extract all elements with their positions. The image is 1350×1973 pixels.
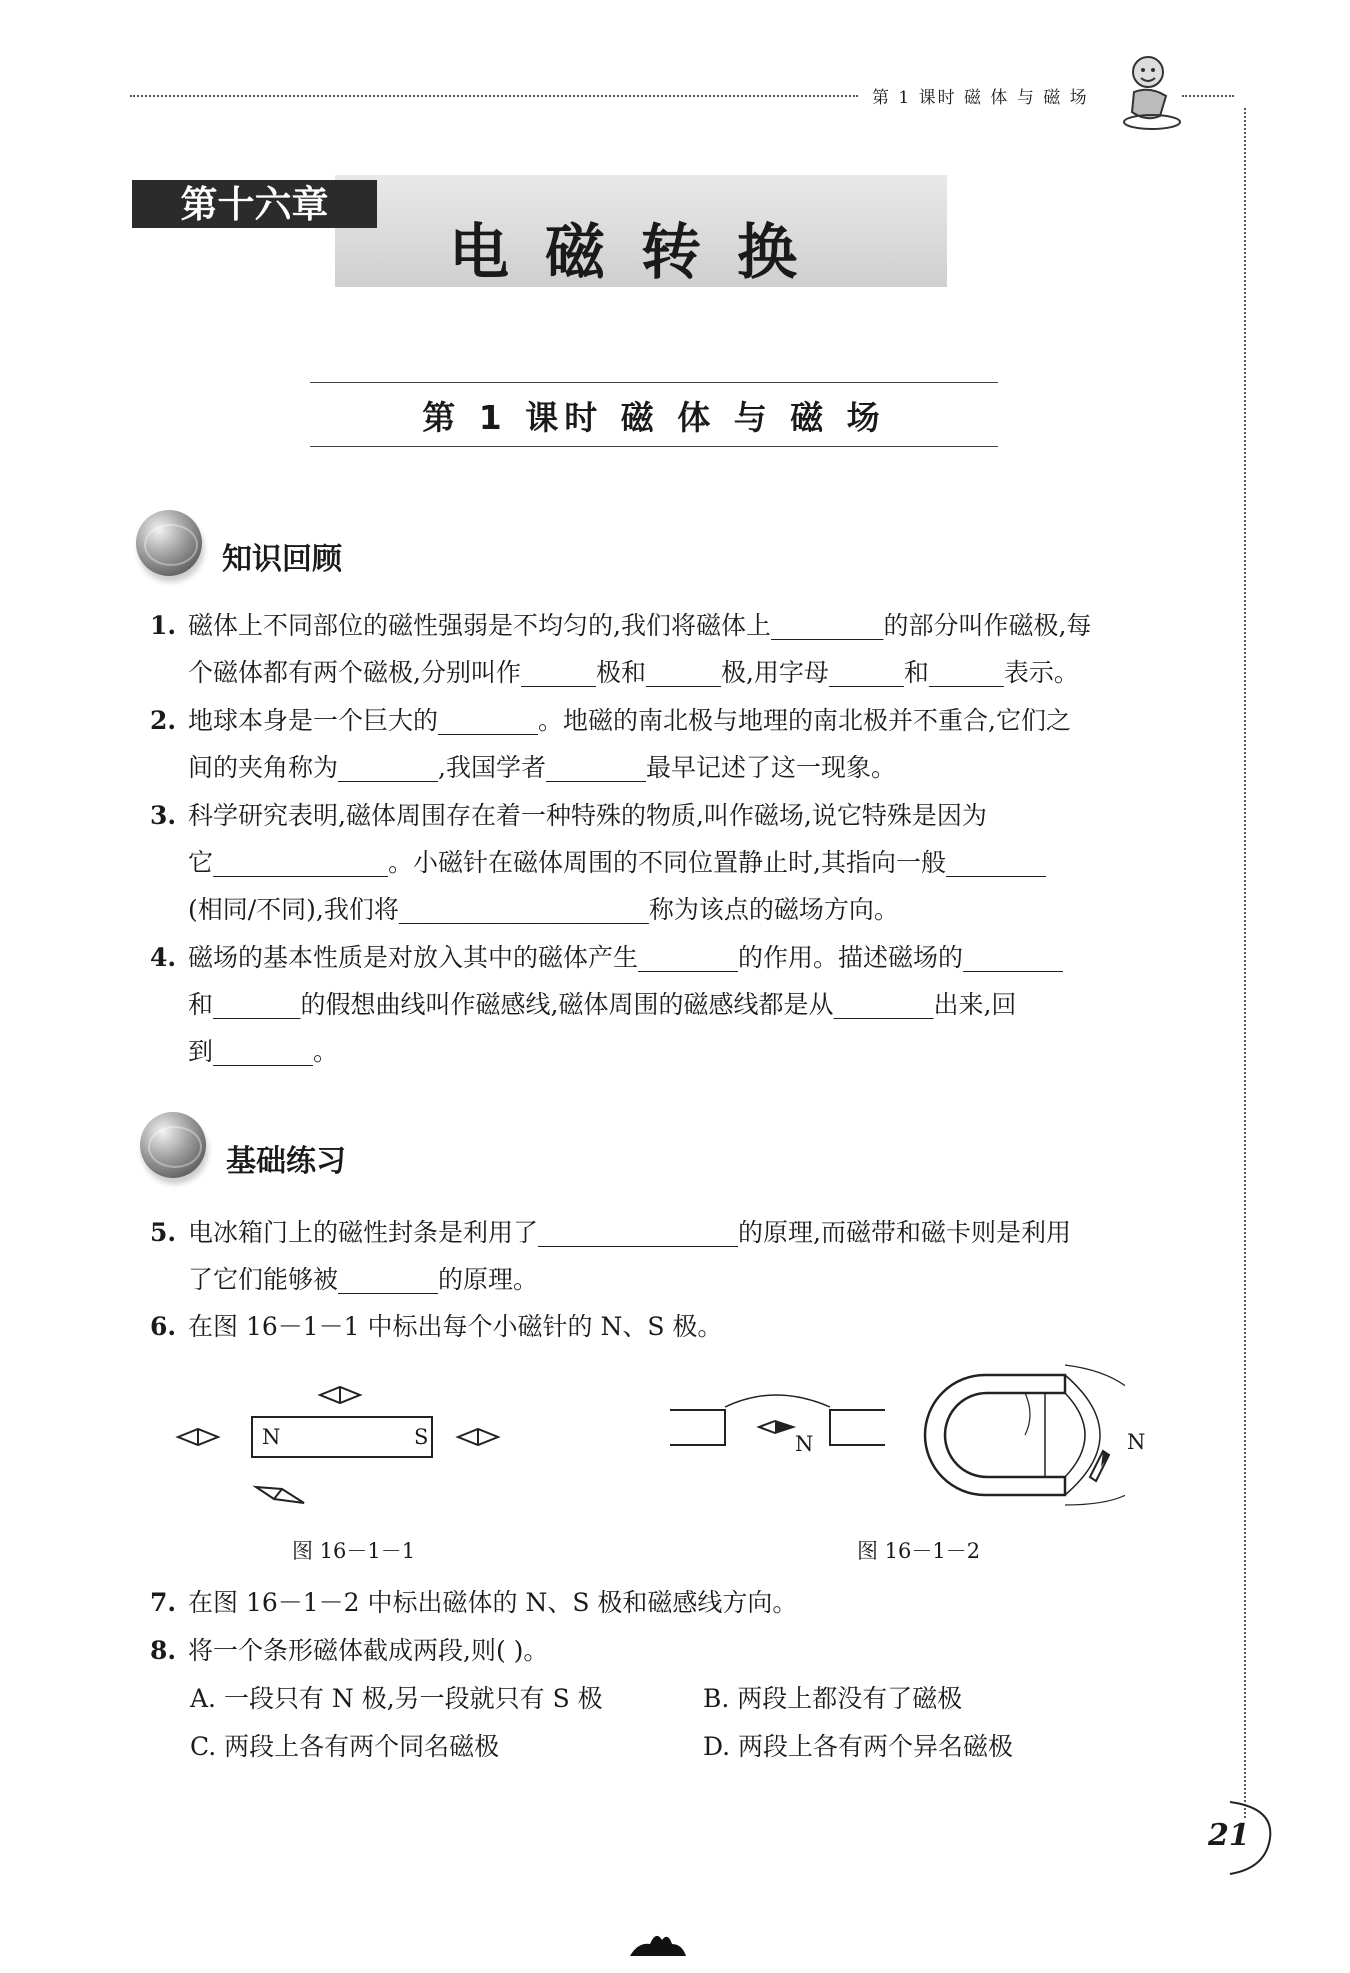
mascot-icon <box>1120 52 1182 136</box>
question-5-line-2: 了它们能够被________的原理。 <box>188 1265 539 1294</box>
question-3-line-2: 它______________。小磁针在磁体周围的不同位置静止时,其指向一般________ <box>188 848 1046 877</box>
globe-icon <box>136 510 202 576</box>
question-3-line-1: 科学研究表明,磁体周围存在着一种特殊的物质,叫作磁场,说它特殊是因为 <box>188 801 987 830</box>
compass-needle <box>256 1487 304 1503</box>
question-3-line-3: (相同/不同),我们将____________________称为该点的磁场方向。 <box>188 895 899 924</box>
chapter-title: 电磁转换 <box>449 218 833 288</box>
figure-16-1-1 <box>170 1375 520 1529</box>
question-8-stem: 将一个条形磁体截成两段,则( )。 <box>188 1636 549 1665</box>
question-number: 5. <box>150 1218 177 1247</box>
magnet-end-left <box>670 1410 725 1445</box>
page-dotted-border <box>1244 108 1246 1818</box>
magnet-s-label: S <box>414 1425 429 1449</box>
question-4-line-1: 磁场的基本性质是对放入其中的磁体产生________的作用。描述磁场的________ <box>188 943 1064 972</box>
figure-16-1-2 <box>665 1355 1125 1529</box>
header-dotted-rule <box>130 95 858 97</box>
question-4-line-2: 和_______的假想曲线叫作磁感线,磁体周围的磁感线都是从________出来,回 <box>188 990 1017 1019</box>
figure-caption-16-1-2: 图 16－1－2 <box>857 1539 981 1563</box>
question-1-line-2: 个磁体都有两个磁极,分别叫作______极和______极,用字母______和______表示。 <box>188 658 1079 687</box>
question-number: 3. <box>150 801 177 830</box>
lesson-rule-bottom <box>310 446 998 447</box>
compass-needle <box>178 1429 218 1445</box>
section-title-review: 知识回顾 <box>222 542 342 577</box>
question-number: 8. <box>150 1636 177 1665</box>
compass-needle <box>458 1429 498 1445</box>
option-a: A. 一段只有 N 极,另一段就只有 S 极 <box>190 1684 603 1713</box>
needle-label: N <box>1127 1430 1146 1454</box>
lesson-title: 第 1 课时 磁 体 与 磁 场 <box>422 398 886 437</box>
compass-needle <box>759 1421 793 1433</box>
chapter-tag: 第十六章 <box>132 180 377 228</box>
option-c: C. 两段上各有两个同名磁极 <box>190 1732 500 1761</box>
header-dotted-rule-right <box>1182 95 1234 97</box>
lesson-rule-top <box>310 382 998 383</box>
magnet-end-right <box>830 1410 885 1445</box>
question-4-line-3: 到________。 <box>188 1037 339 1066</box>
question-1-line-1: 磁体上不同部位的磁性强弱是不均匀的,我们将磁体上_________的部分叫作磁极,每 <box>188 611 1092 640</box>
option-d: D. 两段上各有两个异名磁极 <box>703 1732 1014 1761</box>
question-number: 1. <box>150 611 177 640</box>
question-number: 2. <box>150 706 177 735</box>
question-7-line-1: 在图 16－1－2 中标出磁体的 N、S 极和磁感线方向。 <box>188 1588 798 1617</box>
question-2-line-2: 间的夹角称为________,我国学者________最早记述了这一现象。 <box>188 753 896 782</box>
compass-needle <box>320 1387 360 1403</box>
needle-label: N <box>795 1432 814 1456</box>
figure-caption-16-1-1: 图 16－1－1 <box>292 1539 416 1563</box>
magnet-n-label: N <box>262 1425 281 1449</box>
question-2-line-1: 地球本身是一个巨大的________。地磁的南北极与地理的南北极并不重合,它们之 <box>188 706 1071 735</box>
option-b: B. 两段上都没有了磁极 <box>703 1684 963 1713</box>
question-number: 7. <box>150 1588 177 1617</box>
question-6-line-1: 在图 16－1－1 中标出每个小磁针的 N、S 极。 <box>188 1312 723 1341</box>
question-5-line-1: 电冰箱门上的磁性封条是利用了________________的原理,而磁带和磁卡则是利用 <box>188 1218 1071 1247</box>
globe-icon <box>140 1112 206 1178</box>
question-number: 4. <box>150 943 177 972</box>
section-title-practice: 基础练习 <box>226 1144 346 1179</box>
bottom-ornament <box>628 1928 688 1962</box>
page-number: 21 <box>1208 1818 1250 1853</box>
header-lesson-label: 第 1 课时 磁 体 与 磁 场 <box>872 88 1089 108</box>
question-number: 6. <box>150 1312 177 1341</box>
compass-needle <box>1090 1451 1109 1481</box>
horseshoe-magnet <box>925 1375 1065 1495</box>
